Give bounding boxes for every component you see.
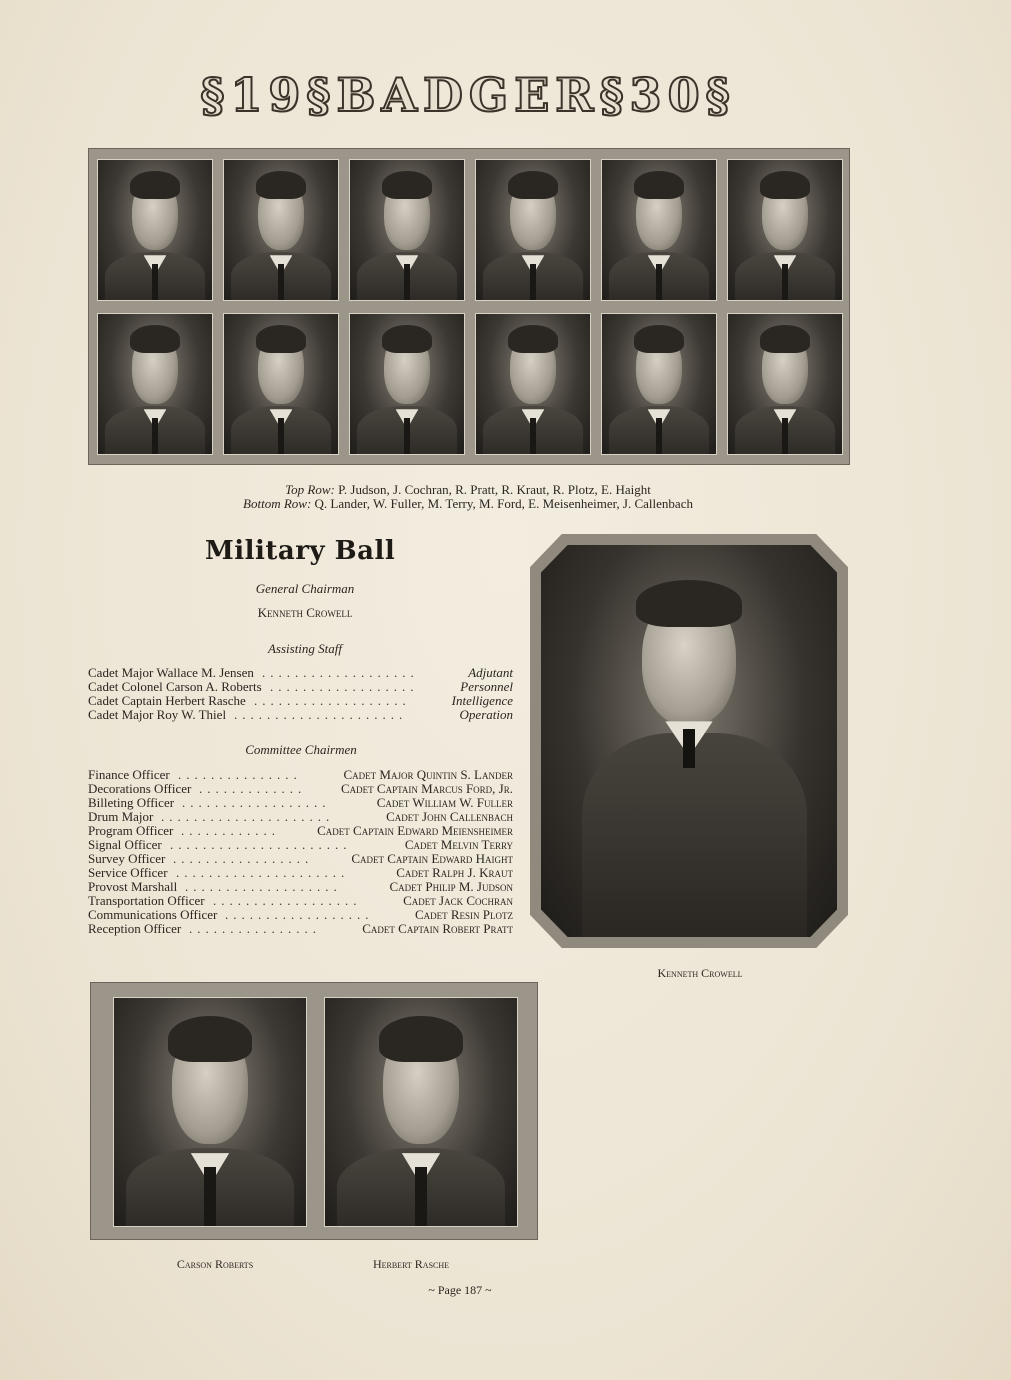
masthead: §19§BADGER§30§ [200,68,736,122]
staff-name: Cadet Major Roy W. Thiel [88,707,227,722]
staff-row [88,680,513,694]
portrait-photo [601,159,717,301]
staff-role: Personnel [460,679,513,694]
leader-dots: ..................... [176,865,350,880]
leader-dots: ................ [189,921,321,936]
staff-role: Operation [459,707,513,722]
committee-name: Cadet Major Quintin S. Lander [343,767,513,782]
page-number: ~ Page 187 ~ [428,1283,492,1297]
committee-name: Cadet Captain Edward Haight [351,851,513,866]
leader-dots: ..................... [161,809,335,824]
committee-name: Cadet John Callenbach [386,809,513,824]
portrait-photo [601,313,717,455]
committee-name: Cadet Philip M. Judson [389,879,513,894]
committee-row [88,908,513,922]
committee-row [88,824,513,838]
committee-row [88,866,513,880]
portrait-photo [223,159,339,301]
portrait-photo [349,159,465,301]
leader-dots: ...................... [170,837,352,852]
committee-office: Provost Marshall [88,879,178,894]
leader-dots: ............... [178,767,302,782]
caption-names: Q. Lander, W. Fuller, M. Terry, M. Ford, E. Meisenheimer, J. Callenbach [314,496,693,511]
committee-name: Cadet Captain Robert Pratt [362,921,513,936]
committee-name: Cadet Captain Edward Meiensheimer [317,823,513,838]
committee-row [88,782,513,796]
staff-row [88,666,513,680]
right-portrait-caption: Herbert Rasche [372,1257,450,1271]
photo-caption-bottom [88,496,848,512]
leader-dots: .................. [225,907,374,922]
leader-dots: ............. [199,781,307,796]
leader-dots: ................... [262,665,419,680]
committee-office: Program Officer [88,823,174,838]
leader-dots: ................... [185,879,342,894]
committee-row [88,880,513,894]
portrait-photo [324,997,518,1227]
committee-office: Billeting Officer [88,795,175,810]
leader-dots: ..................... [234,707,408,722]
main-portrait-caption: Kenneth Crowell [657,966,743,980]
committee-name: Cadet Captain Marcus Ford, Jr. [341,781,513,796]
committee-office: Service Officer [88,865,168,880]
caption-label: Top Row: [285,482,335,497]
committee-office: Transportation Officer [88,893,205,908]
committee-office: Finance Officer [88,767,170,782]
committee-row [88,838,513,852]
caption-label: Bottom Row: [243,496,312,511]
general-chairman-name: Kenneth Crowell [257,605,353,620]
staff-role: Adjutant [468,665,513,680]
staff-name: Cadet Captain Herbert Rasche [88,693,246,708]
leader-dots: .................. [182,795,331,810]
committee-photo-panel [88,148,850,465]
portrait-photo [727,159,843,301]
committee-row [88,796,513,810]
committee-office: Survey Officer [88,851,166,866]
committee-row [88,894,513,908]
portrait-photo [113,997,307,1227]
committee-office: Signal Officer [88,837,162,852]
assisting-staff-heading: Assisting Staff [267,641,343,656]
portrait-photo [97,313,213,455]
committee-name: Cadet William W. Fuller [376,795,513,810]
leader-dots: .................. [270,679,419,694]
committee-office: Decorations Officer [88,781,192,796]
committee-row [88,922,513,936]
page-title: Military Ball [205,536,396,566]
staff-role: Intelligence [451,693,513,708]
committee-name: Cadet Jack Cochran [403,893,513,908]
portrait-photo [223,313,339,455]
leader-dots: ................... [254,693,411,708]
pair-photo-panel [90,982,538,1240]
committee-office: Communications Officer [88,907,218,922]
committee-name: Cadet Resin Plotz [414,907,513,922]
portrait-photo [349,313,465,455]
left-portrait-caption: Carson Roberts [176,1257,254,1271]
staff-row [88,694,513,708]
portrait-photo [475,313,591,455]
portrait-photo [727,313,843,455]
committee-name: Cadet Melvin Terry [404,837,513,852]
staff-row [88,708,513,722]
committee-row [88,768,513,782]
leader-dots: ................. [173,851,314,866]
committee-office: Reception Officer [88,921,182,936]
leader-dots: ............ [181,823,280,838]
portrait-photo [97,159,213,301]
portrait-photo [475,159,591,301]
staff-name: Cadet Major Wallace M. Jensen [88,665,254,680]
leader-dots: .................. [213,893,362,908]
committee-name: Cadet Ralph J. Kraut [396,865,513,880]
main-portrait-photo [541,545,837,937]
committee-row [88,852,513,866]
committee-office: Drum Major [88,809,154,824]
general-chairman-heading: General Chairman [255,581,355,596]
caption-names: P. Judson, J. Cochran, R. Pratt, R. Kraut, R. Plotz, E. Haight [338,482,651,497]
committee-heading: Committee Chairmen [245,742,357,757]
staff-name: Cadet Colonel Carson A. Roberts [88,679,262,694]
committee-row [88,810,513,824]
